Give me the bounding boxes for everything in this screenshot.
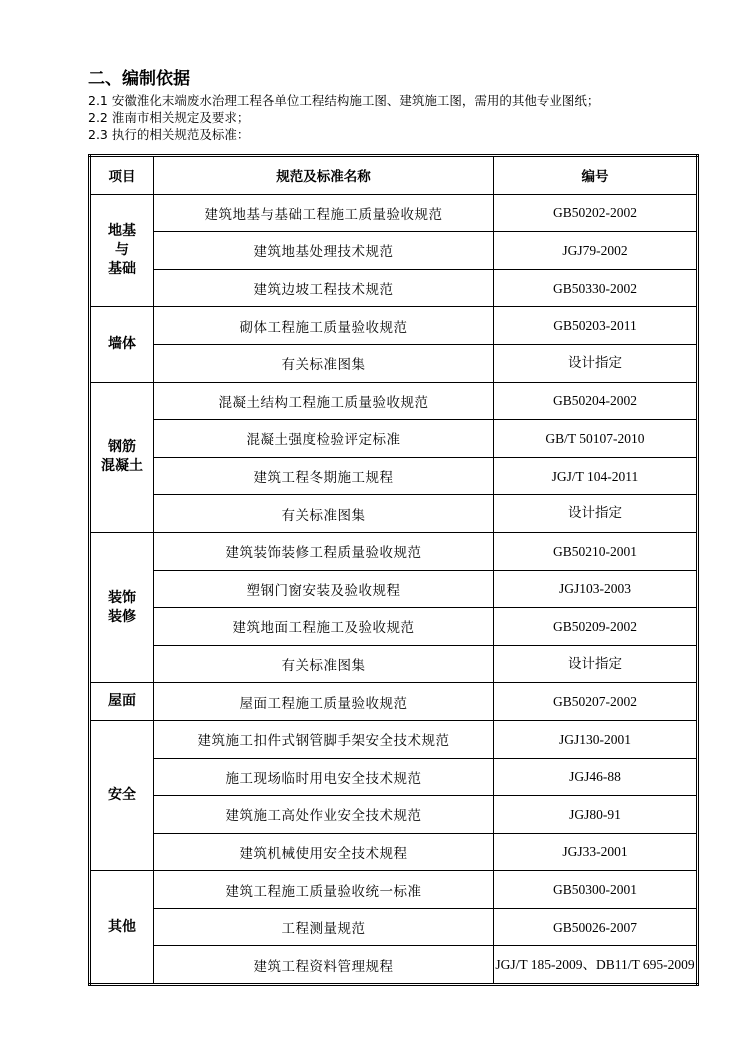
category-cell <box>90 307 154 382</box>
standard-name-cell: 混凝土强度检验评定标准 <box>154 420 494 458</box>
table-row <box>90 796 698 834</box>
document-page <box>88 68 698 143</box>
table-row <box>90 833 698 871</box>
header-name: 规范及标准名称 <box>154 156 494 195</box>
category-label: 与 <box>115 241 129 258</box>
category-label: 钢筋 <box>108 439 136 456</box>
table-row <box>90 344 698 382</box>
table-body <box>90 194 698 984</box>
standard-name-cell: 建筑机械使用安全技术规程 <box>154 833 494 871</box>
standard-code-cell: GB50330-2002 <box>494 269 698 307</box>
table-row <box>90 457 698 495</box>
table-row <box>90 420 698 458</box>
standard-code-cell: GB50209-2002 <box>494 608 698 646</box>
standard-name-cell: 工程测量规范 <box>154 908 494 946</box>
standard-name-cell: 混凝土结构工程施工质量验收规范 <box>154 382 494 420</box>
table-row <box>90 908 698 946</box>
table-header-row <box>90 156 698 195</box>
category-label: 墙体 <box>108 335 136 352</box>
category-cell <box>90 532 154 682</box>
standard-code-cell: JGJ79-2002 <box>494 232 698 270</box>
basis-item-3: 2.3 执行的相关规范及标准： <box>88 127 250 142</box>
table-row <box>90 382 698 420</box>
table-row <box>90 720 698 758</box>
standard-name-cell: 建筑工程施工质量验收统一标准 <box>154 871 494 909</box>
standard-name-cell: 建筑工程资料管理规程 <box>154 946 494 985</box>
header-category: 项目 <box>90 156 154 195</box>
table-row <box>90 570 698 608</box>
standard-code-cell: GB50300-2001 <box>494 871 698 909</box>
table-row <box>90 307 698 345</box>
category-label: 混凝土 <box>101 458 143 475</box>
standards-table <box>88 154 699 986</box>
category-cell <box>90 683 154 721</box>
category-label: 地基 <box>108 222 136 239</box>
standard-code-cell: 设计指定 <box>494 495 698 533</box>
table-row <box>90 758 698 796</box>
category-label: 装修 <box>108 608 136 625</box>
standard-code-cell: GB50210-2001 <box>494 532 698 570</box>
standard-name-cell: 建筑地基与基础工程施工质量验收规范 <box>154 194 494 232</box>
standard-code-cell: GB50026-2007 <box>494 908 698 946</box>
standard-name-cell: 砌体工程施工质量验收规范 <box>154 307 494 345</box>
standard-name-cell: 建筑工程冬期施工规程 <box>154 457 494 495</box>
table-row <box>90 871 698 909</box>
standard-name-cell: 有关标准图集 <box>154 344 494 382</box>
standard-code-cell: JGJ/T 185-2009、DB11/T 695-2009 <box>494 946 698 985</box>
standard-code-cell: 设计指定 <box>494 344 698 382</box>
standard-code-cell: JGJ130-2001 <box>494 720 698 758</box>
table-row <box>90 495 698 533</box>
standard-name-cell: 建筑地面工程施工及验收规范 <box>154 608 494 646</box>
basis-item-2: 2.2 淮南市相关规定及要求； <box>88 110 250 125</box>
table-row <box>90 946 698 985</box>
standard-code-cell: JGJ46-88 <box>494 758 698 796</box>
table-row <box>90 269 698 307</box>
table-row <box>90 232 698 270</box>
category-cell <box>90 194 154 307</box>
standard-code-cell: 设计指定 <box>494 645 698 683</box>
standard-code-cell: GB50203-2011 <box>494 307 698 345</box>
standard-name-cell: 屋面工程施工质量验收规范 <box>154 683 494 721</box>
category-label: 屋面 <box>108 693 136 710</box>
standard-code-cell: JGJ103-2003 <box>494 570 698 608</box>
standard-code-cell: JGJ33-2001 <box>494 833 698 871</box>
table-row <box>90 532 698 570</box>
standard-name-cell: 建筑施工高处作业安全技术规范 <box>154 796 494 834</box>
standard-code-cell: GB/T 50107-2010 <box>494 420 698 458</box>
header-code: 编号 <box>494 156 698 195</box>
standard-name-cell: 塑钢门窗安装及验收规程 <box>154 570 494 608</box>
standard-code-cell: GB50204-2002 <box>494 382 698 420</box>
section-title: 二、编制依据 <box>88 69 190 89</box>
table-row <box>90 194 698 232</box>
category-cell <box>90 720 154 870</box>
table-row <box>90 608 698 646</box>
table-row <box>90 683 698 721</box>
standard-name-cell: 建筑装饰装修工程质量验收规范 <box>154 532 494 570</box>
category-cell <box>90 382 154 532</box>
standard-code-cell: GB50207-2002 <box>494 683 698 721</box>
standard-code-cell: JGJ/T 104-2011 <box>494 457 698 495</box>
category-label: 基础 <box>108 260 136 277</box>
standard-name-cell: 施工现场临时用电安全技术规范 <box>154 758 494 796</box>
category-label: 安全 <box>108 787 136 804</box>
standard-code-cell: JGJ80-91 <box>494 796 698 834</box>
standard-name-cell: 建筑施工扣件式钢管脚手架安全技术规范 <box>154 720 494 758</box>
standard-name-cell: 建筑地基处理技术规范 <box>154 232 494 270</box>
standard-name-cell: 建筑边坡工程技术规范 <box>154 269 494 307</box>
standard-code-cell: GB50202-2002 <box>494 194 698 232</box>
category-cell <box>90 871 154 985</box>
category-label: 其他 <box>108 918 136 935</box>
standard-name-cell: 有关标准图集 <box>154 495 494 533</box>
basis-item-1: 2.1 安徽淮化末端废水治理工程各单位工程结构施工图、建筑施工图，需用的其他专业图纸； <box>88 93 600 108</box>
table-row <box>90 645 698 683</box>
standard-name-cell: 有关标准图集 <box>154 645 494 683</box>
category-label: 装饰 <box>108 589 136 606</box>
